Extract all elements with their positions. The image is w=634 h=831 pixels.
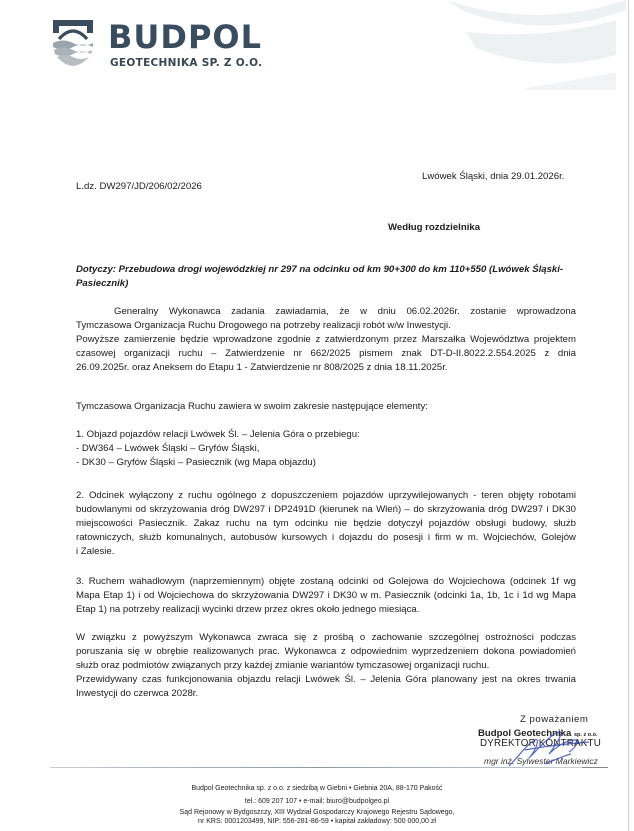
paragraph-line: miejscowości Pasiecznik. Zakaz ruchu na tym odcinku nie będzie dotyczył pojazdów obsługi budowy, służb — [76, 517, 576, 529]
stamp-company: Budpol Geotechnika sp. z o.o. — [478, 728, 598, 739]
closing-paragraph — [76, 631, 576, 701]
company-subtitle: GEOTECHNIKA SP. Z O.O. — [110, 57, 263, 69]
paragraph-line: ratowniczych, służb komunalnych, autobusów kursowych i dojazdu do posesji i firm w m. Wojciechów, Golejów — [76, 531, 576, 543]
list-item: - DK30 – Gryfów Śląski – Pasiecznik (wg Mapa objazdu) — [76, 456, 316, 468]
handwritten-signature-icon — [505, 726, 595, 770]
paragraph-line: Generalny Wykonawca zadania zawiadamia, że w dniu 06.02.2026r. zostanie wprowadzona — [114, 306, 576, 317]
paragraph-line: 3. Ruchem wahadłowym (naprzemiennym) objęte zostaną odcinki od Golejowa do Wojciechowa (odcinek 1f wg — [76, 576, 576, 587]
paragraph-line: 2. Odcinek wyłączony z ruchu ogólnego z dopuszczeniem pojazdów uprzywilejowanych - teren objęty robotami — [76, 490, 576, 501]
footer-address: Budpol Geotechnika sp. z o.o. z siedzibą w Giebni • Giebnia 20A, 88-170 Pakość — [191, 785, 443, 792]
list-item: - DW364 – Lwówek Śląski – Gryfów Śląski, — [76, 442, 260, 454]
list-item: 1. Objazd pojazdów relacji Lwówek Śl. – Jelenia Góra o przebiegu: — [76, 429, 360, 440]
footer-contact: tel.: 609 207 107 • e-mail: biuro@budpolgeo.pl — [244, 798, 390, 805]
paragraph-line: Inwestycji do czerwca 2028r. — [76, 687, 199, 699]
place-and-date: Lwówek Śląski, dnia 29.01.2026r. — [422, 171, 565, 182]
paragraph-line: Powyższe zamierzenie będzie wprowadzone zgodnie z zatwierdzonym przez Marszałka Województwa projektem — [76, 333, 576, 345]
item-2-closed-section — [76, 489, 576, 559]
paragraph-line: Tymczasowa Organizacja Ruchu Drogowego na potrzeby realizacji robót w/w Inwestycji. — [76, 319, 451, 331]
paragraph-line: i Zalesie. — [76, 545, 115, 557]
paragraph-line: poruszania się w obrębie realizowanych prac. Wykonawca z odpowiednim wyprzedzeniem dokona powiadomień — [76, 645, 576, 657]
item-3-alternating-traffic — [76, 575, 576, 617]
footer-divider — [50, 767, 582, 768]
paragraph-line: W związku z powyższym Wykonawca zwraca się z prośbą o zachowanie szczególnej ostrożności podczas — [76, 632, 576, 643]
decorative-wave-icon — [416, 0, 626, 90]
stamp-signatory-name: mgr inż. Sylwester Markiewicz — [484, 756, 598, 766]
elements-intro: Tymczasowa Organizacja Ruchu zawiera w swoim zakresie następujące elementy: — [76, 401, 428, 412]
paragraph-line: Etap 1) na potrzeby realizacji wycinki drzew przez okres około jednego miesiąca. — [76, 603, 420, 615]
subject-line-2: Pasiecznik) — [76, 277, 129, 289]
footer-registry-numbers: nr KRS: 0001203499, NIP: 556-281-86-59 • kapitał zakładowy: 500 000,00 zł — [198, 818, 436, 825]
reference-number: L.dz. DW297/JD/206/02/2026 — [76, 181, 202, 192]
paragraph-line: budowlanymi od skrzyżowania dróg DW297 i DP2491D (kierunek na Wleń) – do skrzyżowania dróg DW297 i DK30 — [76, 503, 576, 515]
paragraph-line: Mapa Etap 1) i od Wojciechowa do skrzyżowania DW297 i DK30 w m. Pasiecznik (odcinki 1a, 1b, 1c i 1d wg Mapa — [76, 589, 576, 601]
paragraph-line: czasowej organizacji ruchu – Zatwierdzenie nr 662/2025 pismem znak DT-D-II.8022.2.554.2025 z dnia — [76, 347, 576, 359]
subject-line — [76, 263, 576, 291]
bridge-over-waves-icon — [52, 19, 94, 67]
company-logo — [52, 18, 263, 71]
paragraph-line: Przewidywany czas funkcjonowania objazdu relacji Lwówek Śl. – Jelenia Góra planowany jest na okres trwania — [76, 673, 576, 685]
footer-registry: Sąd Rejonowy w Bydgoszczy, XIII Wydział Gospodarczy Krajowego Rejestru Sądowego, — [179, 809, 455, 816]
item-1-detour — [76, 428, 576, 470]
stamp-title: DYREKTOR KONTRAKTU — [480, 738, 601, 749]
paragraph-line: 26.09.2025r. oraz Aneksem do Etapu 1 - Zatwierdzenie nr 808/2025 z dnia 18.11.2025r. — [76, 361, 448, 373]
closing-regards: Z poważaniem — [520, 714, 589, 725]
company-name: BUDPOL — [108, 18, 262, 56]
subject-line-1: Dotyczy: Przebudowa drogi wojewódzkiej nr 297 na odcinku od km 90+300 do km 110+550 (Lwówek Śląski- — [76, 264, 564, 275]
page-edge — [628, 0, 629, 831]
paragraph-line: służb oraz podmiotów związanych przy każdej zmianie wariantów tymczasowej organizacji ruchu. — [76, 659, 490, 671]
addressee: Według rozdzielnika — [388, 222, 481, 233]
paragraph-announcement — [76, 305, 576, 375]
